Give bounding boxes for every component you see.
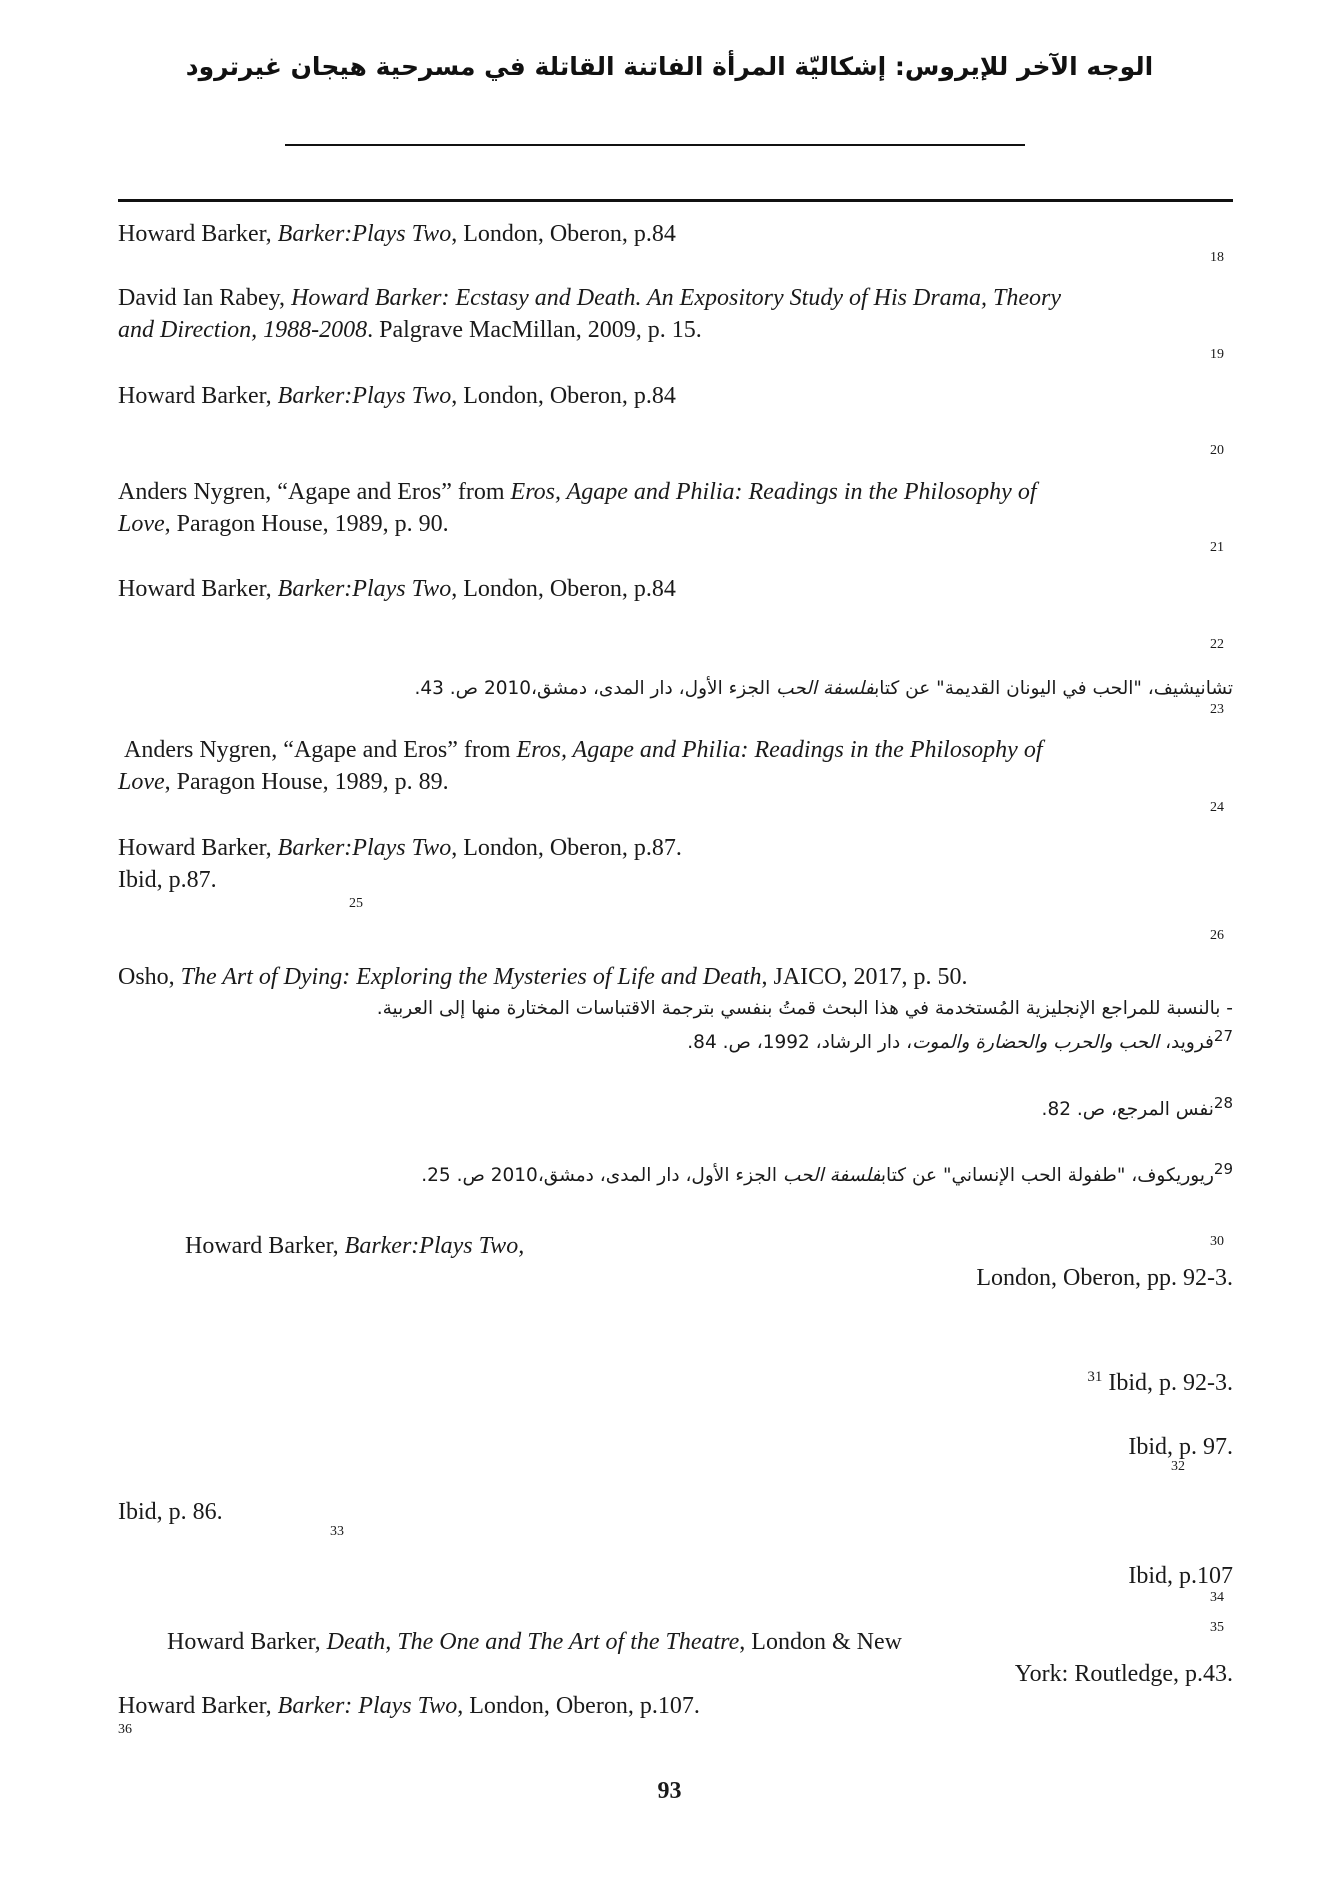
footnote-25-ibid: Ibid, p.87.	[118, 867, 217, 893]
footnote-number: 34	[1210, 1590, 1224, 1605]
footnote-34: Ibid, p.107	[1128, 1563, 1233, 1589]
footnote-23: تشانيشيف، "الحب في اليونان القديمة" عن كتابفلسفة الحب الجزء الأول، دار المدى، دمشق،2010 ص. 43.	[414, 678, 1233, 699]
footnote-separator	[118, 199, 1233, 202]
footnote-number: 26	[1210, 928, 1224, 943]
footnote-24-cont: Love, Paragon House, 1989, p. 89.	[118, 769, 449, 795]
footnote-21: Anders Nygren, “Agape and Eros” from Eros, Agape and Philia: Readings in the Philosophy of	[118, 479, 1037, 505]
footnote-31: $^{31}$ Ibid, p. 92-3.	[1087, 1369, 1233, 1396]
footnote-number: 27	[1213, 1026, 1233, 1045]
footnote-number: 22	[1210, 637, 1224, 652]
footnote-24: Anders Nygren, “Agape and Eros” from Eros, Agape and Philia: Readings in the Philosophy of	[124, 737, 1043, 763]
footnote-number: 30	[1210, 1234, 1224, 1249]
footnote-27: $^{27}$فرويد، الحب والحرب والحضارة والموت، دار الرشاد، 1992، ص. 84.	[687, 1026, 1233, 1053]
footnote-30-cont: London, Oberon, pp. 92-3.	[976, 1265, 1233, 1291]
page-number: 93	[657, 1778, 682, 1804]
footnote-33: Ibid, p. 86.	[118, 1499, 223, 1525]
translator-note: - بالنسبة للمراجع الإنجليزية المُستخدمة في هذا البحث قمتُ بنفسي بترجمة الاقتباسات المختارة منها إلى العربية.	[376, 998, 1233, 1019]
footnote-35: Howard Barker, Death, The One and The Art of the Theatre, London & New	[167, 1629, 902, 1655]
footnote-number: 20	[1210, 443, 1224, 458]
footnote-number: 33	[330, 1524, 344, 1539]
footnote-28: $^{28}$نفس المرجع، ص. 82.	[1041, 1093, 1233, 1120]
footnote-20: Howard Barker, Barker:Plays Two, London, Oberon, p.84	[118, 383, 676, 409]
footnote-number: 28	[1213, 1093, 1233, 1112]
footnote-22: Howard Barker, Barker:Plays Two, London, Oberon, p.84	[118, 576, 676, 602]
footnote-21-cont: Love, Paragon House, 1989, p. 90.	[118, 511, 449, 537]
footnote-number: 24	[1210, 800, 1224, 815]
footnote-number: 23	[1210, 702, 1224, 717]
footnote-32: Ibid, p. 97.	[1128, 1434, 1233, 1460]
footnote-30: Howard Barker, Barker:Plays Two,	[185, 1233, 525, 1259]
footnote-36: Howard Barker, Barker: Plays Two, London, Oberon, p.107.	[118, 1693, 700, 1719]
footnote-number: 29	[1213, 1159, 1233, 1178]
page-title: الوجه الآخر للإيروس: إشكاليّة المرأة الفاتنة القاتلة في مسرحية هيجان غيرترود	[185, 52, 1154, 81]
footnote-number: 32	[1171, 1459, 1185, 1474]
footnote-number: 35	[1210, 1620, 1224, 1635]
footnote-number: 25	[349, 896, 363, 911]
footnote-29: $^{29}$ريوريكوف، "طفولة الحب الإنساني" عن كتابفلسفة الحب الجزء الأول، دار المدى، دمشق،2010 ص. 25.	[421, 1159, 1233, 1186]
footnote-18: Howard Barker, Barker:Plays Two, London, Oberon, p.84	[118, 221, 676, 247]
footnote-35-cont: York: Routledge, p.43.	[1014, 1661, 1233, 1687]
footnote-26: Osho, The Art of Dying: Exploring the Mysteries of Life and Death, JAICO, 2017, p. 50.	[118, 964, 968, 990]
footnote-number: 31	[1087, 1369, 1103, 1385]
footnote-number: 21	[1210, 540, 1224, 555]
footnote-25: Howard Barker, Barker:Plays Two, London, Oberon, p.87.	[118, 835, 682, 861]
title-underline	[285, 144, 1025, 146]
footnote-19-cont: and Direction, 1988-2008. Palgrave MacMillan, 2009, p. 15.	[118, 317, 702, 343]
footnote-number: 19	[1210, 347, 1224, 362]
footnote-number: 18	[1210, 250, 1224, 265]
footnote-number: 36	[118, 1722, 132, 1737]
footnote-19: David Ian Rabey, Howard Barker: Ecstasy and Death. An Expository Study of His Drama, Theory	[118, 285, 1061, 311]
